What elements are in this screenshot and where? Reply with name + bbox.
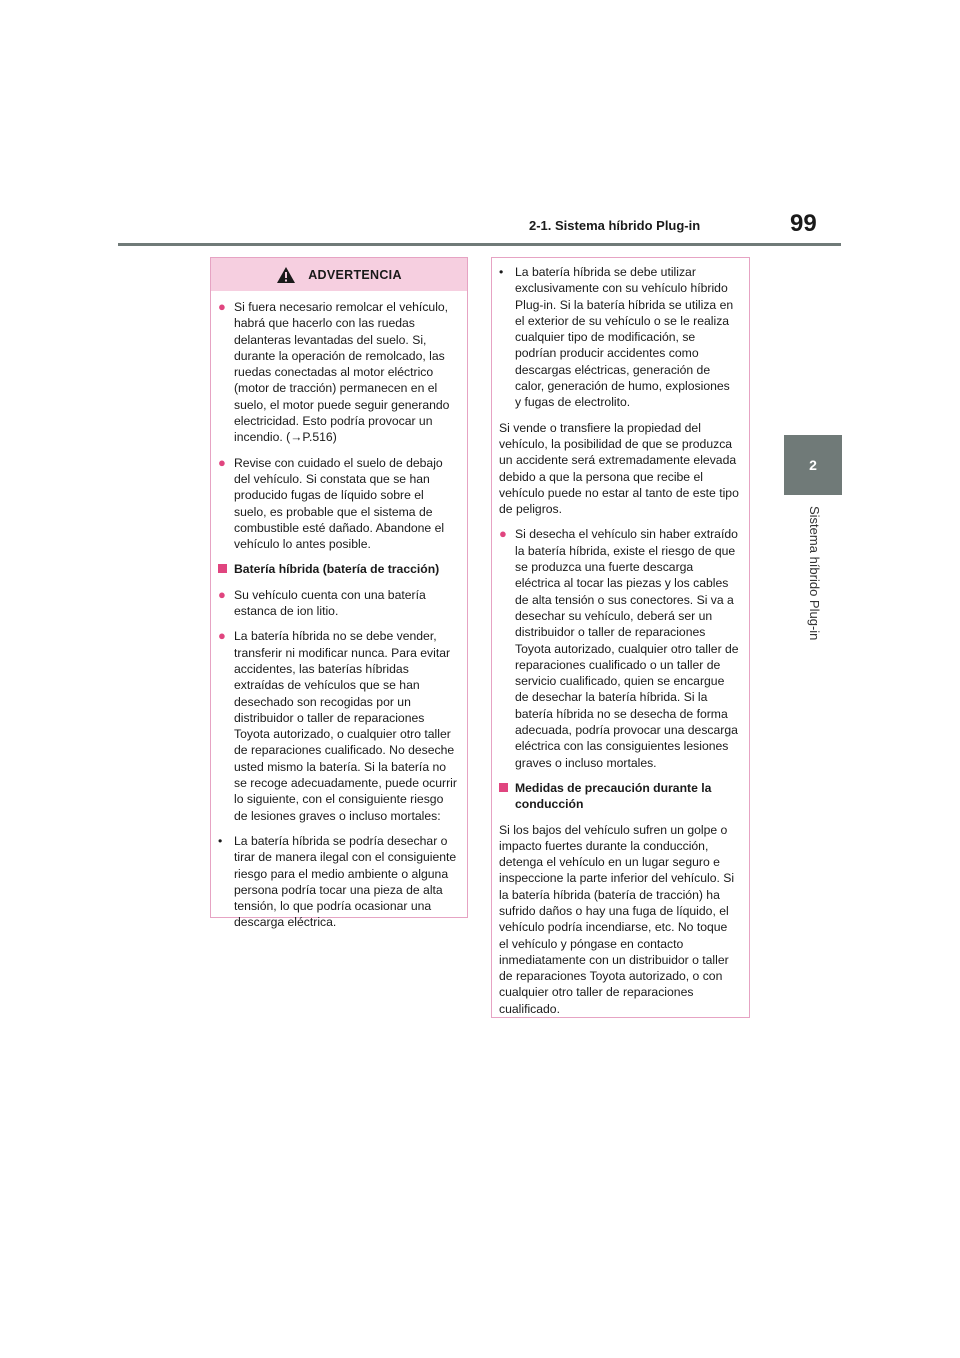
bullet-icon: • [218,833,223,848]
warning-header [211,258,467,291]
subheading [499,780,739,813]
list-item [218,299,457,446]
header-divider [118,243,841,246]
warning-triangle-icon [276,266,296,284]
item-text: La batería híbrida se debe utilizar exclusivamente con su vehículo híbrido Plug-in. Si la batería híbrida se utiliza en el exterior de su vehículo o se le realiza cualquier tipo de modificación, se podrían producir accidentes como descargas eléctricas, generación de calor, generación de humo, explosiones y fugas de electrolito. [515,265,734,410]
circle-bullet-icon: ● [218,586,226,602]
chapter-label: Sistema híbrido Plug-in [807,506,822,641]
section-title: 2-1. Sistema híbrido Plug-in [529,218,701,233]
paragraph [499,822,739,1018]
warning-box [210,257,468,930]
list-item [499,264,739,411]
list-item [218,455,457,553]
warning-body [211,291,467,948]
chapter-tab[interactable] [784,435,842,495]
list-item [218,628,457,824]
chapter-number: 2 [809,457,817,473]
subheading [218,561,457,577]
circle-bullet-icon: ● [499,526,507,542]
item-text: Su vehículo cuenta con una batería estanca de ion litio. [234,587,426,619]
item-text: Si fuera necesario remolcar el vehículo, habrá que hacerlo con las ruedas delanteras levantadas del suelo. Si, durante la operación de remolcado, las ruedas conectadas al motor eléctrico (motor de tracción) permanecen en el suelo, el motor puede seguir generando electricidad. Esto podría provocar un incendio. (→P.516) [234,300,450,445]
item-text: Si desecha el vehículo sin haber extraído la batería híbrida, existe el riesgo de que se produzca una fuerte descarga eléctrica al tocar las piezas y los cables de alta tensión o sus conectores. Si va a desechar su vehículo, deberá ser un distribuidor o taller de reparaciones Toyota autorizado, cualquier otro taller de reparaciones cualificado o un taller de servicio cualificado, quien se encargue de desechar la batería híbrida. Si la batería híbrida no se desecha de forma adecuada, podría provocar una descarga eléctrica con las consiguientes lesiones graves o incluso mortales. [515,527,739,770]
circle-bullet-icon: ● [218,628,226,644]
square-bullet-icon [499,780,513,796]
item-text: Revise con cuidado el suelo de debajo del vehículo. Si constata que se han producido fugas de líquido sobre el suelo, es probable que el sistema de combustible esté dañado. Abandone el vehículo lo antes posible. [234,455,445,552]
bullet-icon: • [499,265,504,279]
warning-title: ADVERTENCIA [308,267,402,282]
page-number: 99 [790,210,817,237]
continued-warning-box [491,257,750,1018]
item-text: Medidas de precaución durante la conducción [515,780,712,812]
circle-bullet-icon: ● [218,299,226,314]
continued-body [492,258,749,1034]
square-bullet-icon [218,561,232,577]
item-text: Si los bajos del vehículo sufren un golpe o impacto fuertes durante la conducción, detenga el vehículo en un lugar seguro e inspeccione la parte inferior del vehículo. Si la batería híbrida (batería de tracción) ha sufrido daños o hay una fuga de líquido, el vehículo podría incendiarse, etc. No toque el vehículo y póngase en contacto inmediatamente con un distribuidor o taller de reparaciones Toyota autorizado, o con cualquier otro taller de reparaciones cualificado. [499,822,735,1016]
item-text: Batería híbrida (batería de tracción) [234,562,440,577]
item-text: Si vende o transfiere la propiedad del vehículo, la posibilidad de que se produzca un accidente será extremadamente elevada debido a que la persona que recibe el vehículo puede no estar al tanto de este tipo de peligros. [499,420,739,517]
list-item [499,526,739,770]
item-text: La batería híbrida se podría desechar o tirar de manera ilegal con el consiguiente riesgo para el medio ambiente o alguna persona podría tocar una pieza de alta tensión, lo que podría ocasionar una descarga eléctrica. [234,833,457,930]
paragraph [499,420,739,518]
item-text: La batería híbrida no se debe vender, transferir ni modificar nunca. Para evitar accidentes, las baterías híbridas extraídas de vehículos que se han desechado son recogidas por un distribuidor o taller de reparaciones Toyota autorizado, o cualquier otro taller de reparaciones cualificado. No deseche usted mismo la batería. Si la batería no se recoge adecuadamente, puede ocurrir lo siguiente, con el consiguiente riesgo de lesiones graves o incluso mortales: [234,629,457,823]
list-item [218,587,457,620]
circle-bullet-icon: ● [218,454,226,470]
list-item [218,833,457,931]
